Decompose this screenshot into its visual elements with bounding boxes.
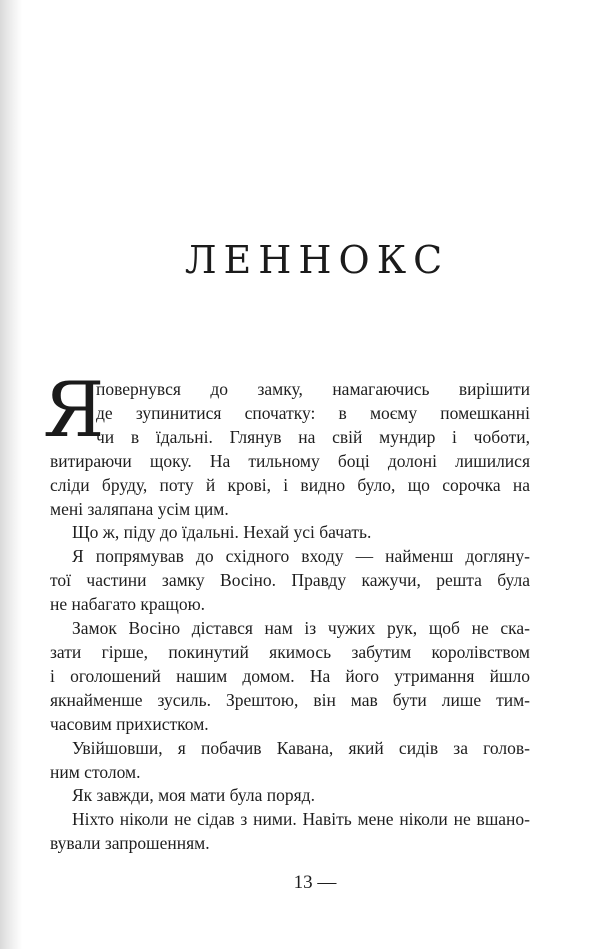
text-line: витираючи щоку. На тильному боці долоні лишилися (50, 450, 530, 471)
page-gutter-shadow (0, 0, 22, 949)
text-line: ним столом. (50, 761, 141, 782)
text-line: тої частини замку Восіно. Правду кажучи, решта була (50, 570, 530, 591)
text-line: Увійшовши, я побачив Кавана, який сидів за голов- (72, 737, 530, 758)
text-line: Я попрямував до східного входу — найменш догляну- (72, 546, 530, 567)
drop-cap: Я (43, 365, 105, 454)
paragraph-4 (50, 617, 530, 737)
text-line: вували запрошенням. (50, 833, 210, 854)
paragraph-2 (50, 521, 530, 545)
text-line: Що ж, піду до їдальні. Нехай усі бачать. (72, 522, 372, 543)
text-line: часовим прихистком. (50, 713, 209, 734)
text-line: Ніхто ніколи не сідав з ними. Навіть мене ніколи не вшано- (72, 809, 530, 830)
text-line: чи в їдальні. Глянув на свій мундир і чоботи, (96, 426, 530, 447)
paragraph-5 (50, 737, 530, 785)
paragraph-3 (50, 545, 530, 617)
text-line: не набагато кращою. (50, 594, 206, 615)
text-line: Замок Восіно дістався нам із чужих рук, щоб не ска- (72, 618, 530, 639)
text-line: сліди бруду, поту й крові, і видно було, що сорочка на (50, 474, 530, 495)
page-number: 13 — (293, 872, 337, 893)
body-text (43, 365, 530, 856)
paragraph-7 (50, 808, 530, 856)
text-line: Як завжди, моя мати була поряд. (72, 785, 315, 806)
paragraph-6 (50, 784, 530, 808)
text-line: мені заляпана усім цим. (50, 498, 229, 519)
text-line: де зупинитися спочатку: в моєму помешканні (96, 402, 530, 423)
text-line: повернувся до замку, намагаючись вирішити (96, 379, 530, 399)
chapter-title: ЛЕННОКС (184, 238, 450, 282)
text-line: якнайменше зусиль. Зрештою, він мав бути лише тим- (50, 689, 530, 710)
text-line: і оголошений нашим домом. На його утримання йшло (50, 665, 530, 686)
text-line: зати гірше, покинутий якимось забутим королівством (50, 641, 530, 662)
paragraph-1 (43, 365, 530, 521)
